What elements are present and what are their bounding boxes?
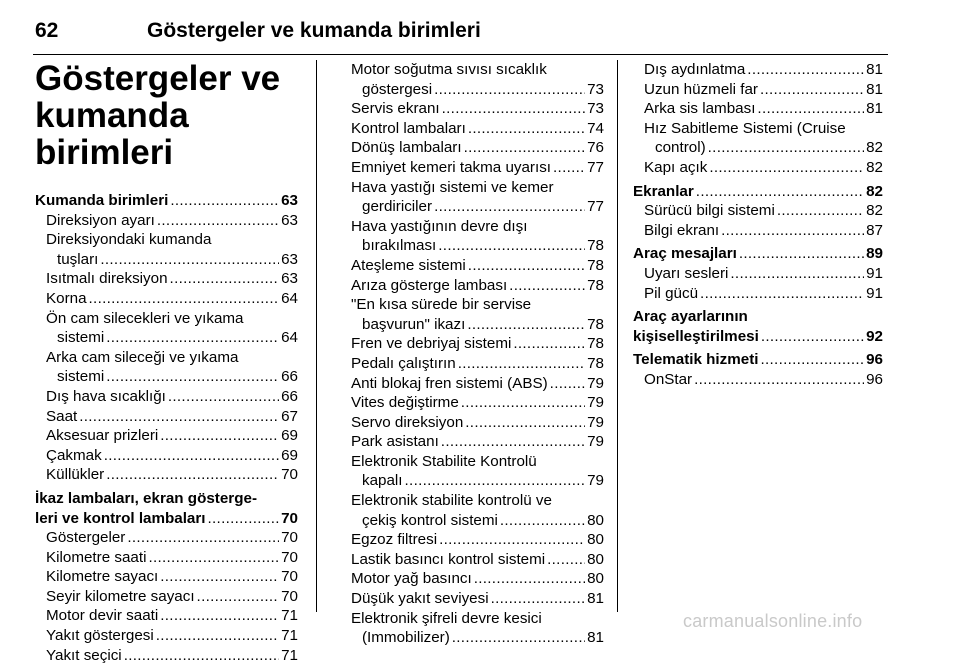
page-ref: 80 xyxy=(587,570,604,588)
toc-entry-text: Araç ayarlarının xyxy=(633,308,748,326)
leader-dots xyxy=(208,509,280,529)
toc-entry-text: Kapı açık xyxy=(644,158,708,176)
leader-dots xyxy=(160,426,279,446)
leader-dots xyxy=(465,413,585,433)
toc-entry-text: leri ve kontrol lambaları xyxy=(35,509,206,527)
toc-entry xyxy=(340,589,604,609)
toc-entry-text: kapalı xyxy=(362,472,403,490)
toc-entry xyxy=(35,407,298,427)
toc-entry xyxy=(340,354,604,374)
leader-dots xyxy=(708,138,864,158)
toc-entry xyxy=(633,60,883,80)
page-ref: 63 xyxy=(281,211,298,229)
page-ref: 81 xyxy=(587,629,604,647)
leader-dots xyxy=(696,182,864,202)
leader-dots xyxy=(458,354,585,374)
leader-dots xyxy=(197,587,280,607)
page-ref: 77 xyxy=(587,198,604,216)
leader-dots xyxy=(757,99,864,119)
page-ref: 76 xyxy=(587,139,604,157)
toc-entry xyxy=(633,284,883,304)
toc-entry-text: Motor devir saati xyxy=(46,607,159,625)
toc-entry-text: Pedalı çalıştırın xyxy=(351,354,456,372)
toc-entry-text: Direksiyon ayarı xyxy=(46,211,155,229)
toc-entry-text: sistemi xyxy=(57,368,105,386)
page-ref: 63 xyxy=(281,192,298,209)
toc-entry xyxy=(633,158,883,178)
toc-entry-text: Yakıt göstergesi xyxy=(46,627,154,645)
page-ref: 96 xyxy=(866,351,883,369)
page-ref: 63 xyxy=(281,250,298,268)
toc-entry-text: Servo direksiyon xyxy=(351,413,464,431)
toc-entry-text: kişiselleştirilmesi xyxy=(633,327,759,345)
page-ref: 79 xyxy=(587,433,604,451)
toc-entry xyxy=(35,646,298,665)
leader-dots xyxy=(509,276,585,296)
page-ref: 89 xyxy=(866,245,883,263)
toc-entry xyxy=(340,99,604,119)
toc-entry-text: Bilgi ekranı xyxy=(644,221,720,239)
leader-dots xyxy=(474,569,585,589)
toc-entry-text: "En kısa sürede bir servise xyxy=(351,296,532,314)
toc-entry xyxy=(35,446,298,466)
toc-entry xyxy=(35,387,298,407)
leader-dots xyxy=(441,432,585,452)
toc-entry-text: Sürücü bilgi sistemi xyxy=(644,202,775,220)
toc-entry xyxy=(633,370,883,390)
toc-entry xyxy=(633,119,883,158)
toc-entry-text: Pil gücü xyxy=(644,284,699,302)
toc-heading xyxy=(633,307,883,346)
leader-dots xyxy=(124,646,279,665)
toc-entry xyxy=(340,60,604,99)
toc-entry xyxy=(35,309,298,348)
leader-dots xyxy=(434,197,585,217)
page-ref: 66 xyxy=(281,387,298,405)
toc-entry-text: Lastik basıncı kontrol sistemi xyxy=(351,550,546,568)
toc-entry-text: İkaz lambaları, ekran gösterge- xyxy=(35,489,257,507)
toc-entry xyxy=(340,432,604,452)
leader-dots xyxy=(760,350,864,370)
toc-entry xyxy=(633,99,883,119)
toc-entry xyxy=(340,158,604,178)
page-ref: 79 xyxy=(587,374,604,392)
toc-entry-text: Egzoz filtresi xyxy=(351,531,438,549)
page-ref: 81 xyxy=(587,590,604,608)
toc-entry-text: Uzun hüzmeli far xyxy=(644,80,758,98)
page-ref: 71 xyxy=(281,627,298,645)
toc-entry-text: Dış hava sıcaklığı xyxy=(46,387,166,405)
page-ref: 81 xyxy=(866,61,883,78)
page-ref: 82 xyxy=(866,202,883,220)
leader-dots xyxy=(452,628,585,648)
page-ref: 73 xyxy=(587,80,604,98)
toc-entry-text: Hız Sabitleme Sistemi (Cruise xyxy=(644,119,846,137)
toc-entry xyxy=(633,80,883,100)
toc-entry xyxy=(340,138,604,158)
page-ref: 78 xyxy=(587,315,604,333)
toc-entry-text: Hava yastığı sistemi ve kemer xyxy=(351,178,554,196)
leader-dots xyxy=(553,158,585,178)
leader-dots xyxy=(106,328,279,348)
leader-dots xyxy=(777,201,864,221)
toc-entry-text: Ön cam silecekleri ve yıkama xyxy=(46,309,244,327)
page-header xyxy=(33,18,888,55)
leader-dots xyxy=(156,626,279,646)
toc-entry-text: Emniyet kemeri takma uyarısı xyxy=(351,158,552,176)
toc-entry xyxy=(340,374,604,394)
toc-entry xyxy=(35,269,298,289)
toc-entry-text: Aksesuar prizleri xyxy=(46,427,159,445)
toc-entry xyxy=(340,256,604,276)
toc-entry xyxy=(35,465,298,485)
toc-entry-text: bırakılması xyxy=(362,237,437,255)
toc-entry xyxy=(340,452,604,491)
toc-entry-text: Çakmak xyxy=(46,446,102,464)
toc-entry xyxy=(633,264,883,284)
toc-entry xyxy=(35,426,298,446)
page-ref: 67 xyxy=(281,407,298,425)
toc-entry-text: Saat xyxy=(46,407,78,425)
page-ref: 81 xyxy=(866,80,883,98)
leader-dots xyxy=(79,407,279,427)
column-divider xyxy=(316,60,317,612)
leader-dots xyxy=(160,606,279,626)
leader-dots xyxy=(442,99,585,119)
leader-dots xyxy=(170,269,280,289)
toc-entry xyxy=(633,221,883,241)
leader-dots xyxy=(709,158,864,178)
page-ref: 80 xyxy=(587,511,604,529)
leader-dots xyxy=(513,334,585,354)
toc-entry xyxy=(340,334,604,354)
toc-entry-text: Seyir kilometre sayacı xyxy=(46,587,195,605)
toc-entry-text: Elektronik stabilite kontrolü ve xyxy=(351,492,552,510)
toc-entry-text: Hava yastığının devre dışı xyxy=(351,217,528,235)
toc-entry-text: Arka sis lambası xyxy=(644,100,756,118)
toc-entry-text: sistemi xyxy=(57,329,105,347)
leader-dots xyxy=(104,446,279,466)
toc-entry-text: Kontrol lambaları xyxy=(351,119,466,137)
leader-dots xyxy=(730,264,864,284)
watermark: carmanualsonline.info xyxy=(683,611,863,631)
toc-entry-text: Ekranlar xyxy=(633,182,694,200)
toc-entry xyxy=(633,201,883,221)
toc-entry-text: Anti blokaj fren sistemi (ABS) xyxy=(351,374,548,392)
page-ref: 78 xyxy=(587,335,604,353)
toc-entry-text: Dönüş lambaları xyxy=(351,139,462,157)
leader-dots xyxy=(550,374,585,394)
leader-dots xyxy=(694,370,864,390)
toc-entry xyxy=(35,528,298,548)
toc-heading xyxy=(633,244,883,264)
toc-entry-text: Kumanda birimleri xyxy=(35,192,169,209)
page-ref: 63 xyxy=(281,270,298,288)
leader-dots xyxy=(760,80,864,100)
leader-dots xyxy=(405,471,586,491)
toc-entry-text: Korna xyxy=(46,289,87,307)
toc-heading xyxy=(633,350,883,370)
toc-entry-text: Dış aydınlatma xyxy=(644,61,746,78)
toc-entry-text: başvurun" ikazı xyxy=(362,315,466,333)
leader-dots xyxy=(89,289,280,309)
toc-entry-text: Yakıt seçici xyxy=(46,646,122,664)
leader-dots xyxy=(160,567,279,587)
page-ref: 87 xyxy=(866,221,883,239)
page-ref: 70 xyxy=(281,568,298,586)
toc-entry xyxy=(35,230,298,269)
toc-entry xyxy=(35,348,298,387)
page-ref: 70 xyxy=(281,548,298,566)
toc-entry xyxy=(35,587,298,607)
leader-dots xyxy=(127,528,279,548)
toc-entry-text: Araç mesajları xyxy=(633,245,737,263)
leader-dots xyxy=(739,244,864,264)
leader-dots xyxy=(761,327,864,347)
toc-entry-text: Arıza gösterge lambası xyxy=(351,276,508,294)
leader-dots xyxy=(438,236,585,256)
toc-entry xyxy=(340,393,604,413)
toc-entry xyxy=(35,211,298,231)
toc-entry xyxy=(340,491,604,530)
toc-entry xyxy=(340,119,604,139)
page-ref: 64 xyxy=(281,329,298,347)
section-title: Göstergeler ve kumanda birimleri xyxy=(35,59,281,172)
toc-entry-text: Göstergeler xyxy=(46,529,126,547)
toc-entry-text: Ateşleme sistemi xyxy=(351,256,466,274)
toc-entry xyxy=(340,569,604,589)
toc-entry xyxy=(35,289,298,309)
page-ref: 70 xyxy=(281,466,298,484)
leader-dots xyxy=(170,191,279,211)
toc-entry-text: Kilometre sayacı xyxy=(46,568,159,586)
toc-entry-text: Elektronik Stabilite Kontrolü xyxy=(351,452,537,470)
toc-entry-text: Düşük yakıt seviyesi xyxy=(351,590,489,608)
leader-dots xyxy=(106,367,279,387)
running-title: Göstergeler ve kumanda birimleri xyxy=(147,19,481,42)
page-ref: 71 xyxy=(281,607,298,625)
page-ref: 80 xyxy=(587,531,604,549)
page-ref: 73 xyxy=(587,100,604,118)
leader-dots xyxy=(148,548,279,568)
page-ref: 70 xyxy=(281,587,298,605)
page-ref: 69 xyxy=(281,427,298,445)
toc-entry xyxy=(35,626,298,646)
page-ref: 78 xyxy=(587,354,604,372)
page-ref: 81 xyxy=(866,100,883,118)
toc-entry xyxy=(35,548,298,568)
page-ref: 70 xyxy=(281,529,298,547)
leader-dots xyxy=(157,211,279,231)
page-ref: 69 xyxy=(281,446,298,464)
page-ref: 82 xyxy=(866,158,883,176)
toc-entry xyxy=(35,606,298,626)
toc-entry-text: Direksiyondaki kumanda xyxy=(46,231,212,249)
page-ref: 96 xyxy=(866,370,883,388)
page-ref: 91 xyxy=(866,284,883,302)
column-divider xyxy=(617,60,618,612)
leader-dots xyxy=(700,284,864,304)
leader-dots xyxy=(461,393,585,413)
leader-dots xyxy=(168,387,279,407)
toc-entry-text: Fren ve debriyaj sistemi xyxy=(351,335,512,353)
toc-entry-text: gerdiriciler xyxy=(362,198,433,216)
page-ref: 78 xyxy=(587,256,604,274)
page-ref: 77 xyxy=(587,158,604,176)
page-ref: 71 xyxy=(281,646,298,664)
toc-entry-text: çekiş kontrol sistemi xyxy=(362,511,498,529)
toc-entry xyxy=(35,567,298,587)
toc-column-3 xyxy=(633,60,883,390)
leader-dots xyxy=(491,589,586,609)
leader-dots xyxy=(100,250,279,270)
leader-dots xyxy=(468,119,585,139)
leader-dots xyxy=(747,60,864,80)
page-ref: 79 xyxy=(587,472,604,490)
page-ref: 66 xyxy=(281,368,298,386)
page-ref: 92 xyxy=(866,327,883,345)
page-ref: 79 xyxy=(587,394,604,412)
toc-entry-text: Telematik hizmeti xyxy=(633,351,759,369)
leader-dots xyxy=(500,511,585,531)
leader-dots xyxy=(468,256,585,276)
toc-entry-text: control) xyxy=(655,139,706,157)
page-ref: 74 xyxy=(587,119,604,137)
leader-dots xyxy=(434,80,585,100)
toc-entry xyxy=(340,550,604,570)
page-ref: 82 xyxy=(866,182,883,200)
page-ref: 79 xyxy=(587,413,604,431)
toc-entry-text: Kilometre saati xyxy=(46,548,147,566)
page-ref: 70 xyxy=(281,509,298,527)
page-ref: 91 xyxy=(866,264,883,282)
toc-entry xyxy=(340,530,604,550)
toc-entry-text: Motor soğutma sıvısı sıcaklık xyxy=(351,61,547,78)
toc-entry-text: (Immobilizer) xyxy=(362,629,450,647)
toc-entry xyxy=(340,413,604,433)
page-ref: 78 xyxy=(587,276,604,294)
toc-entry-text: tuşları xyxy=(57,250,99,268)
toc-heading xyxy=(633,182,883,202)
leader-dots xyxy=(721,221,864,241)
toc-entry xyxy=(340,276,604,296)
leader-dots xyxy=(464,138,586,158)
toc-heading xyxy=(35,489,298,528)
leader-dots xyxy=(467,315,585,335)
toc-entry-text: Küllükler xyxy=(46,466,105,484)
toc-entry-text: Uyarı sesleri xyxy=(644,264,729,282)
toc-entry-text: göstergesi xyxy=(362,80,433,98)
toc-entry-text: Arka cam sileceği ve yıkama xyxy=(46,348,239,366)
page-ref: 78 xyxy=(587,237,604,255)
toc-entry-text: Isıtmalı direksiyon xyxy=(46,270,168,288)
toc-entry-text: Servis ekranı xyxy=(351,100,440,118)
page-ref: 82 xyxy=(866,139,883,157)
toc-entry xyxy=(340,217,604,256)
toc-entry-text: Park asistanı xyxy=(351,433,439,451)
leader-dots xyxy=(547,550,585,570)
toc-heading xyxy=(35,191,298,211)
page-ref: 80 xyxy=(587,550,604,568)
page-number: 62 xyxy=(35,19,59,42)
toc-entry-text: Elektronik şifreli devre kesici xyxy=(351,609,542,627)
page-ref: 64 xyxy=(281,289,298,307)
toc-entry xyxy=(340,178,604,217)
toc-entry-text: OnStar xyxy=(644,370,693,388)
toc-column-2 xyxy=(340,60,604,648)
toc-entry-text: Motor yağ basıncı xyxy=(351,570,472,588)
toc-column-1 xyxy=(35,60,298,665)
toc-entry xyxy=(340,295,604,334)
toc-entry-text: Vites değiştirme xyxy=(351,394,459,412)
leader-dots xyxy=(439,530,585,550)
leader-dots xyxy=(106,465,279,485)
